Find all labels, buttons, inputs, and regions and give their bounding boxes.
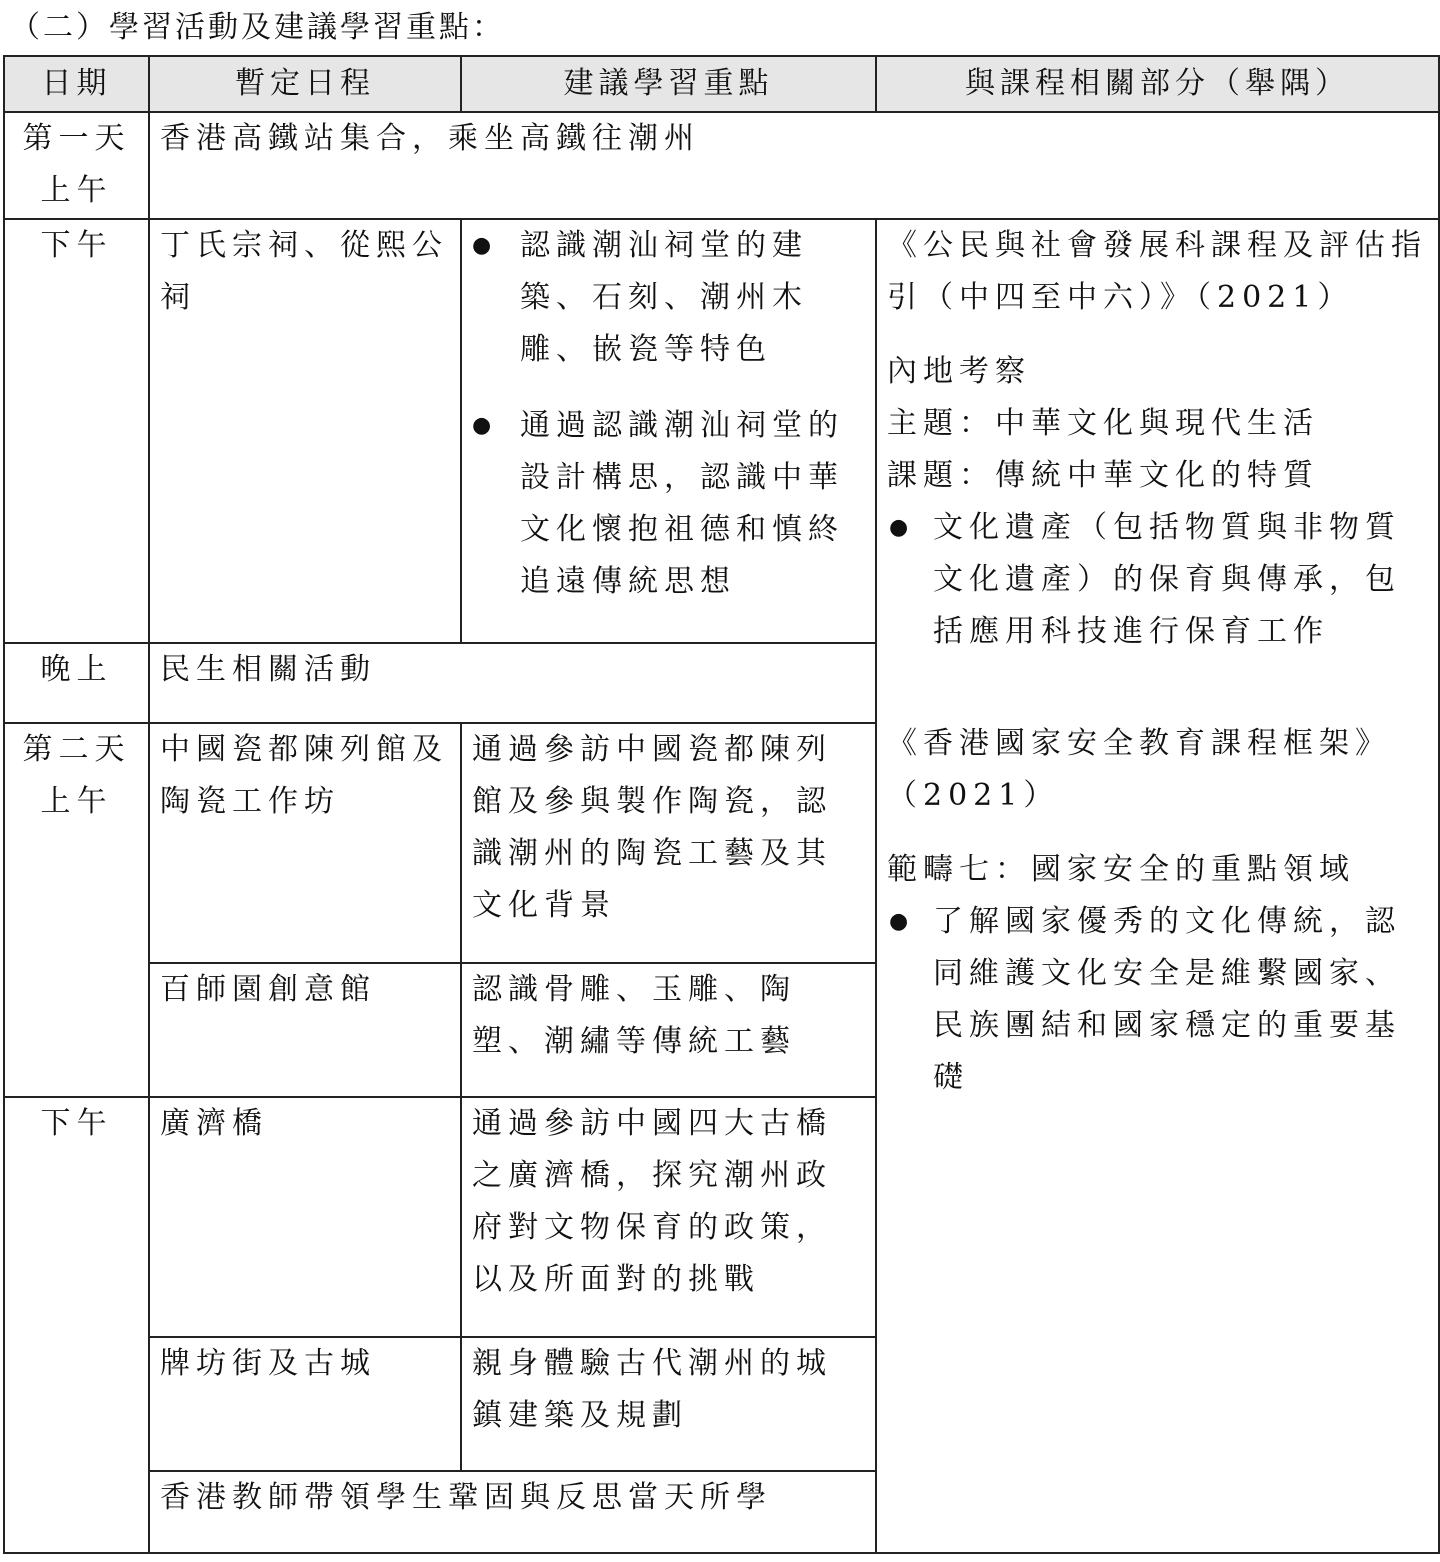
itinerary-table [3,55,1440,1554]
day1-evening-schedule: 民生相關活動 [149,643,876,723]
day2-afternoon-focus-1: 通過參訪中國四大古橋之廣濟橋，探究潮州政府對文物保育的政策，以及所面對的挑戰 [461,1097,876,1337]
date-line: 上午 [40,173,113,208]
section-heading: （二）學習活動及建議學習重點： [10,10,505,45]
curriculum-ref1-title: 《公民與社會發展科課程及評估指引（中四至中六）》（2021） [887,228,1427,315]
day1-afternoon-focus [461,219,876,643]
day2-afternoon-schedule-2: 牌坊街及古城 [149,1337,461,1471]
day1-afternoon-date: 下午 [4,219,149,643]
date-line: 第一天 [22,121,131,156]
table-row [4,219,1439,643]
list-item: ● 文化遺產（包括物質與非物質文化遺產）的保育與傳承，包括應用科技進行保育工作 [887,502,1428,658]
day2-morning-schedule-2: 百師園創意館 [149,963,461,1097]
day2-morning-focus-2: 認識骨雕、玉雕、陶塑、潮繡等傳統工藝 [461,963,876,1097]
list-item: ● 認識潮汕祠堂的建築、石刻、潮州木雕、嵌瓷等特色 [472,220,865,376]
header-schedule: 暫定日程 [149,56,461,112]
day1-morning-date [4,112,149,219]
day1-morning-schedule: 香港高鐵站集合，乘坐高鐵往潮州 [149,112,1439,219]
header-date: 日期 [4,56,149,112]
day2-afternoon-focus-2: 親身體驗古代潮州的城鎮建築及規劃 [461,1337,876,1471]
curriculum-ref2-title: 《香港國家安全教育課程框架》（2021） [887,726,1391,813]
day1-afternoon-schedule: 丁氏宗祠、從熙公祠 [149,219,461,643]
table-header-row [4,56,1439,112]
header-curriculum: 與課程相關部分（舉隅） [876,56,1439,112]
day1-evening-date: 晚上 [4,643,149,723]
header-learning-focus: 建議學習重點 [461,56,876,112]
date-line: 第二天 [22,732,131,767]
table-row [4,112,1439,219]
day2-afternoon-date: 下午 [4,1097,149,1553]
curriculum-ref1-line: 內地考察 [887,354,1031,389]
curriculum-ref1-theme: 主題：中華文化與現代生活 [887,406,1319,441]
day2-morning-schedule-1: 中國瓷都陳列館及陶瓷工作坊 [149,723,461,963]
day2-morning-focus-1: 通過參訪中國瓷都陳列館及參與製作陶瓷，認識潮州的陶瓷工藝及其文化背景 [461,723,876,963]
day2-afternoon-schedule-1: 廣濟橋 [149,1097,461,1337]
list-item: ● 通過認識潮汕祠堂的設計構思，認識中華文化懷抱祖德和慎終追遠傳統思想 [472,400,865,608]
day2-morning-date [4,723,149,1097]
curriculum-ref1-topic: 課題：傳統中華文化的特質 [887,458,1319,493]
list-item: ● 了解國家優秀的文化傳統，認同維護文化安全是維繫國家、民族團結和國家穩定的重要基礎 [887,896,1428,1104]
date-line: 上午 [40,784,113,819]
curriculum-ref2-line: 範疇七：國家安全的重點領域 [887,852,1355,887]
curriculum-cell [876,219,1439,1553]
day2-closing-activity: 香港教師帶領學生鞏固與反思當天所學 [149,1471,876,1553]
